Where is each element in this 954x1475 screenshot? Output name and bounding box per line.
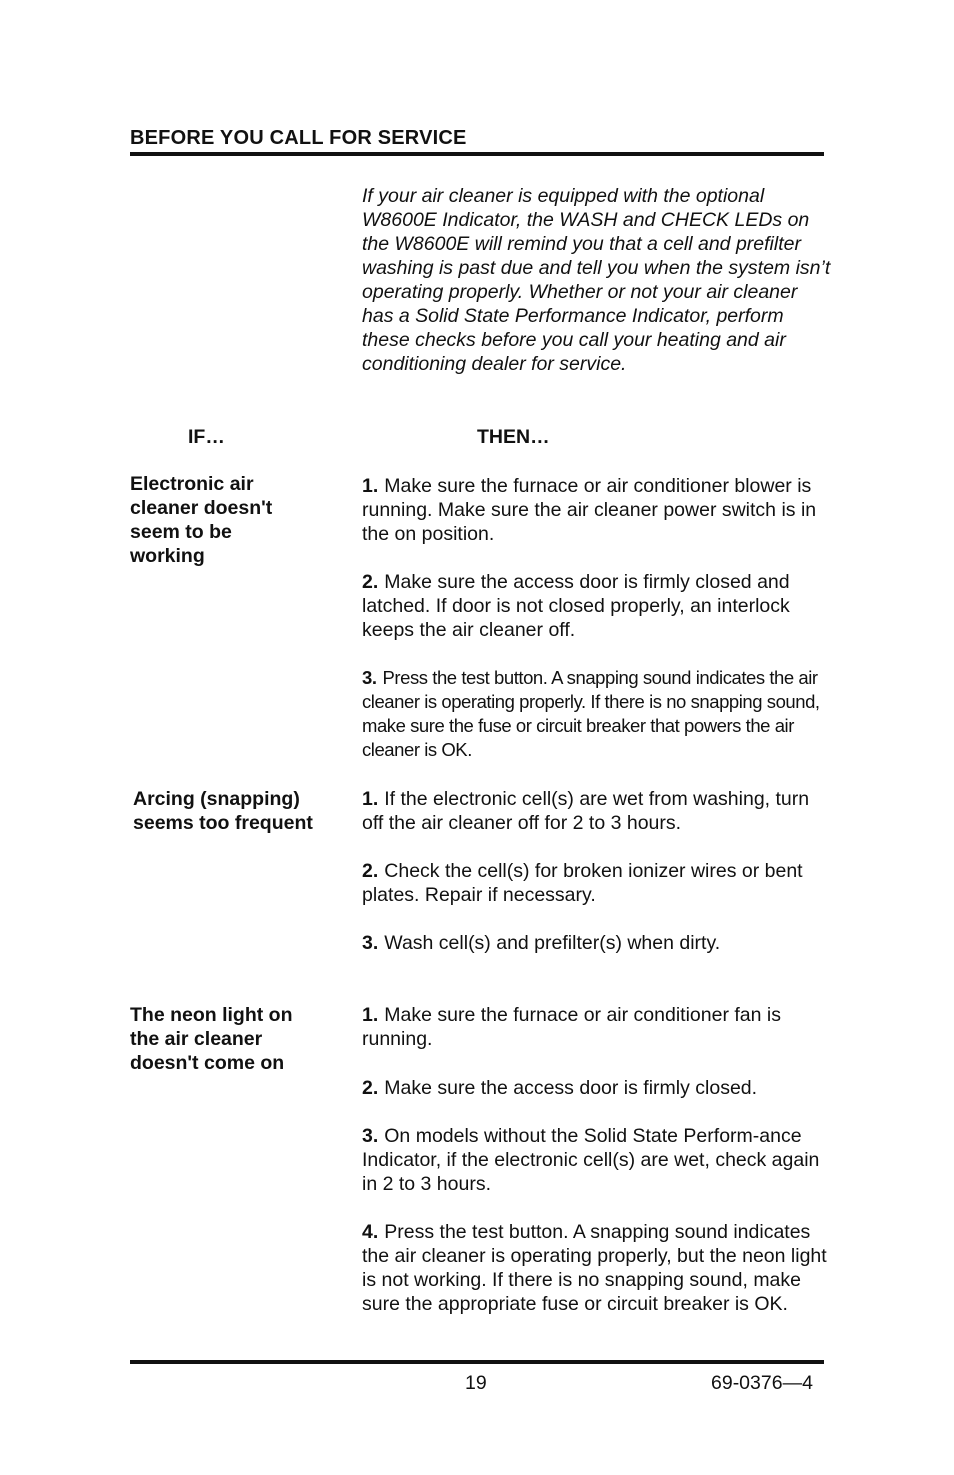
footer-rule xyxy=(130,1360,824,1364)
step-number: 1. xyxy=(362,475,379,497)
if-column-heading: IF… xyxy=(188,426,225,448)
step-text: Make sure the furnace or air conditioner fan is running. xyxy=(362,1004,781,1050)
step-item xyxy=(362,570,830,642)
step-item xyxy=(362,859,830,907)
step-number: 2. xyxy=(362,571,379,593)
step-number: 1. xyxy=(362,788,379,810)
step-text: If the electronic cell(s) are wet from washing, turn off the air cleaner off for 2 to 3 hours. xyxy=(362,788,810,834)
step-number: 4. xyxy=(362,1221,379,1243)
step-text: Make sure the furnace or air conditioner blower is running. Make sure the air cleaner power switch is in the on position. xyxy=(362,475,817,545)
step-item xyxy=(362,1003,830,1051)
then-column-heading: THEN… xyxy=(477,426,550,448)
document-number: 69-0376—4 xyxy=(711,1372,813,1394)
step-text: On models without the Solid State Perform-ance Indicator, if the electronic cell(s) are wet, check again in 2 to 3 hours. xyxy=(362,1125,820,1195)
step-text: Press the test button. A snapping sound indicates the air cleaner is operating properly. If there is no snapping sound, make sure the fuse or circuit breaker that powers the air cleaner is OK. xyxy=(362,667,820,760)
step-item xyxy=(362,787,830,835)
section-header-title: BEFORE YOU CALL FOR SERVICE xyxy=(130,127,467,149)
step-text: Wash cell(s) and prefilter(s) when dirty. xyxy=(384,932,721,954)
step-text: Make sure the access door is firmly closed. xyxy=(384,1077,758,1099)
step-number: 2. xyxy=(362,860,379,882)
intro-paragraph: If your air cleaner is equipped with the optional W8600E Indicator, the WASH and CHECK LEDs on the W8600E will remind you that a cell and prefilter washing is past due and tell you when the system isn’t operating properly. Whether or not your air cleaner has a Solid State Performance Indicator, perform these checks before you call your heating and air conditioning dealer for service. xyxy=(362,185,831,375)
header-rule xyxy=(130,152,824,156)
step-item xyxy=(362,666,830,762)
step-number: 1. xyxy=(362,1004,379,1026)
step-item xyxy=(362,1124,830,1196)
step-item xyxy=(362,1220,830,1316)
step-item xyxy=(362,474,830,546)
step-number: 3. xyxy=(362,1125,379,1147)
page-number: 19 xyxy=(465,1372,487,1394)
step-number: 2. xyxy=(362,1077,379,1099)
step-number: 3. xyxy=(362,667,377,688)
step-item xyxy=(362,1076,830,1100)
condition-not-working: Electronic air cleaner doesn't seem to be working xyxy=(130,473,273,567)
condition-arcing: Arcing (snapping) seems too frequent xyxy=(133,788,313,834)
step-text: Check the cell(s) for broken ionizer wires or bent plates. Repair if necessary. xyxy=(362,860,803,906)
condition-neon-light: The neon light on the air cleaner doesn't come on xyxy=(130,1004,293,1074)
step-number: 3. xyxy=(362,932,379,954)
step-text: Press the test button. A snapping sound indicates the air cleaner is operating properly, but the neon light is not working. If there is no snapping sound, make sure the appropriate fuse or circuit breaker is OK. xyxy=(362,1221,827,1315)
step-text: Make sure the access door is firmly closed and latched. If door is not closed properly, an interlock keeps the air cleaner off. xyxy=(362,571,790,641)
step-item xyxy=(362,931,830,955)
